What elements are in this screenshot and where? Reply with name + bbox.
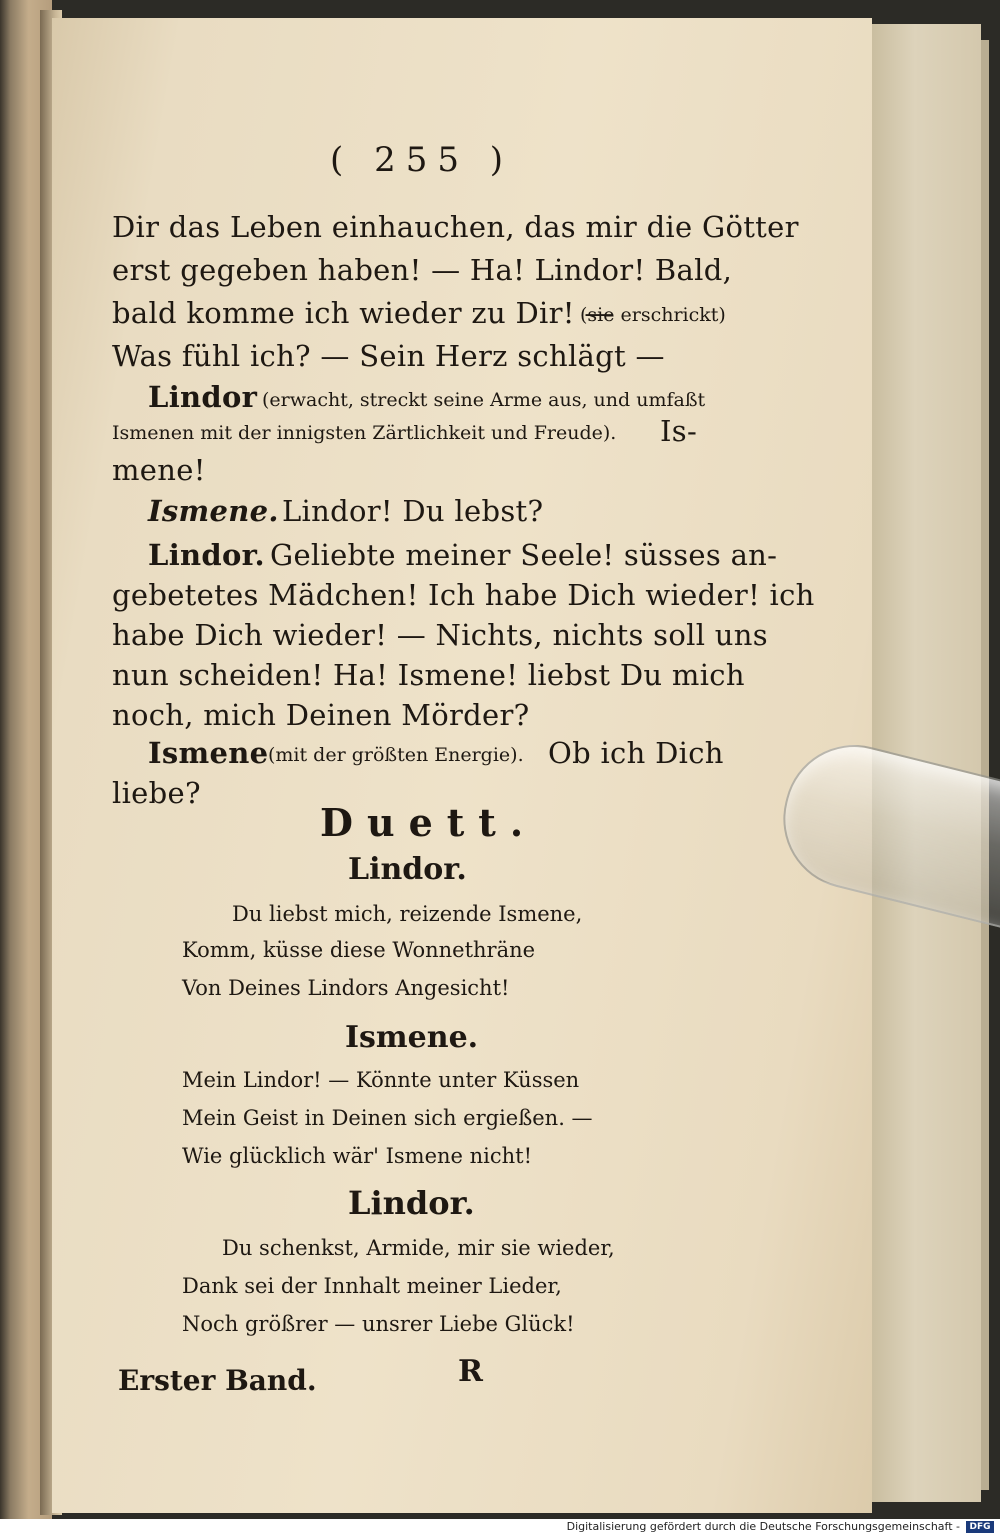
- verse-line: Von Deines Lindors Angesicht!: [182, 976, 510, 1000]
- stage-direction: Ismenen mit der innigsten Zärtlichkeit und Freude).: [112, 422, 617, 444]
- body-line: Lindor! Du lebst?: [282, 494, 544, 528]
- stage-direction: (erwacht, streckt seine Arme aus, und umfaßt: [262, 389, 706, 411]
- speaker-name: Ismene: [148, 736, 269, 770]
- verse-line: Komm, küsse diese Wonnethräne: [182, 938, 536, 962]
- verse-speaker: Lindor.: [348, 852, 467, 887]
- verse-line: Noch größrer — unsrer Liebe Glück!: [182, 1312, 575, 1336]
- body-line: liebe?: [112, 776, 201, 810]
- verse-line: Du liebst mich, reizende Ismene,: [232, 902, 583, 926]
- verse-speaker: Ismene.: [345, 1020, 479, 1055]
- body-line: Dir das Leben einhauchen, das mir die Götter: [112, 210, 799, 244]
- speaker-name: Lindor: [148, 380, 258, 414]
- body-line: Ob ich Dich: [548, 736, 724, 770]
- body-line: Geliebte meiner Seele! süsses an-: [270, 538, 778, 572]
- body-line: bald komme ich wieder zu Dir! —: [112, 296, 614, 330]
- signature-letter: R: [458, 1354, 483, 1389]
- duet-heading: Duett.: [320, 800, 538, 845]
- body-line: Is-: [660, 414, 698, 448]
- verse-line: Du schenkst, Armide, mir sie wieder,: [222, 1236, 615, 1260]
- body-line: erst gegeben haben! — Ha! Lindor! Bald,: [112, 253, 733, 287]
- dfg-logo: DFG: [966, 1521, 994, 1533]
- speaker-name: Lindor.: [148, 538, 265, 572]
- body-line: noch, mich Deinen Mörder?: [112, 698, 530, 732]
- body-line: Was fühl ich? — Sein Herz schlägt —: [112, 339, 665, 373]
- verse-line: Wie glücklich wär' Ismene nicht!: [182, 1144, 533, 1168]
- body-line: mene!: [112, 453, 206, 487]
- verse-line: Mein Lindor! — Könnte unter Küssen: [182, 1068, 580, 1092]
- signature-mark: Erster Band.: [118, 1364, 317, 1397]
- verse-line: Mein Geist in Deinen sich ergießen. —: [182, 1106, 593, 1130]
- stage-direction: (mit der größten Energie).: [268, 744, 524, 766]
- body-line: gebetetes Mädchen! Ich habe Dich wieder! ich: [112, 578, 815, 612]
- body-line: habe Dich wieder! — Nichts, nichts soll uns: [112, 618, 768, 652]
- footer-credit: Digitalisierung gefördert durch die Deutsche Forschungsgemeinschaft -: [566, 1520, 960, 1533]
- speaker-name: Ismene.: [148, 494, 279, 528]
- stage-direction: (sie erschrickt): [580, 304, 726, 326]
- body-line: nun scheiden! Ha! Ismene! liebst Du mich: [112, 658, 745, 692]
- verse-line: Dank sei der Innhalt meiner Lieder,: [182, 1274, 562, 1298]
- page-number: ( 255 ): [330, 140, 514, 180]
- verse-speaker: Lindor.: [348, 1184, 475, 1222]
